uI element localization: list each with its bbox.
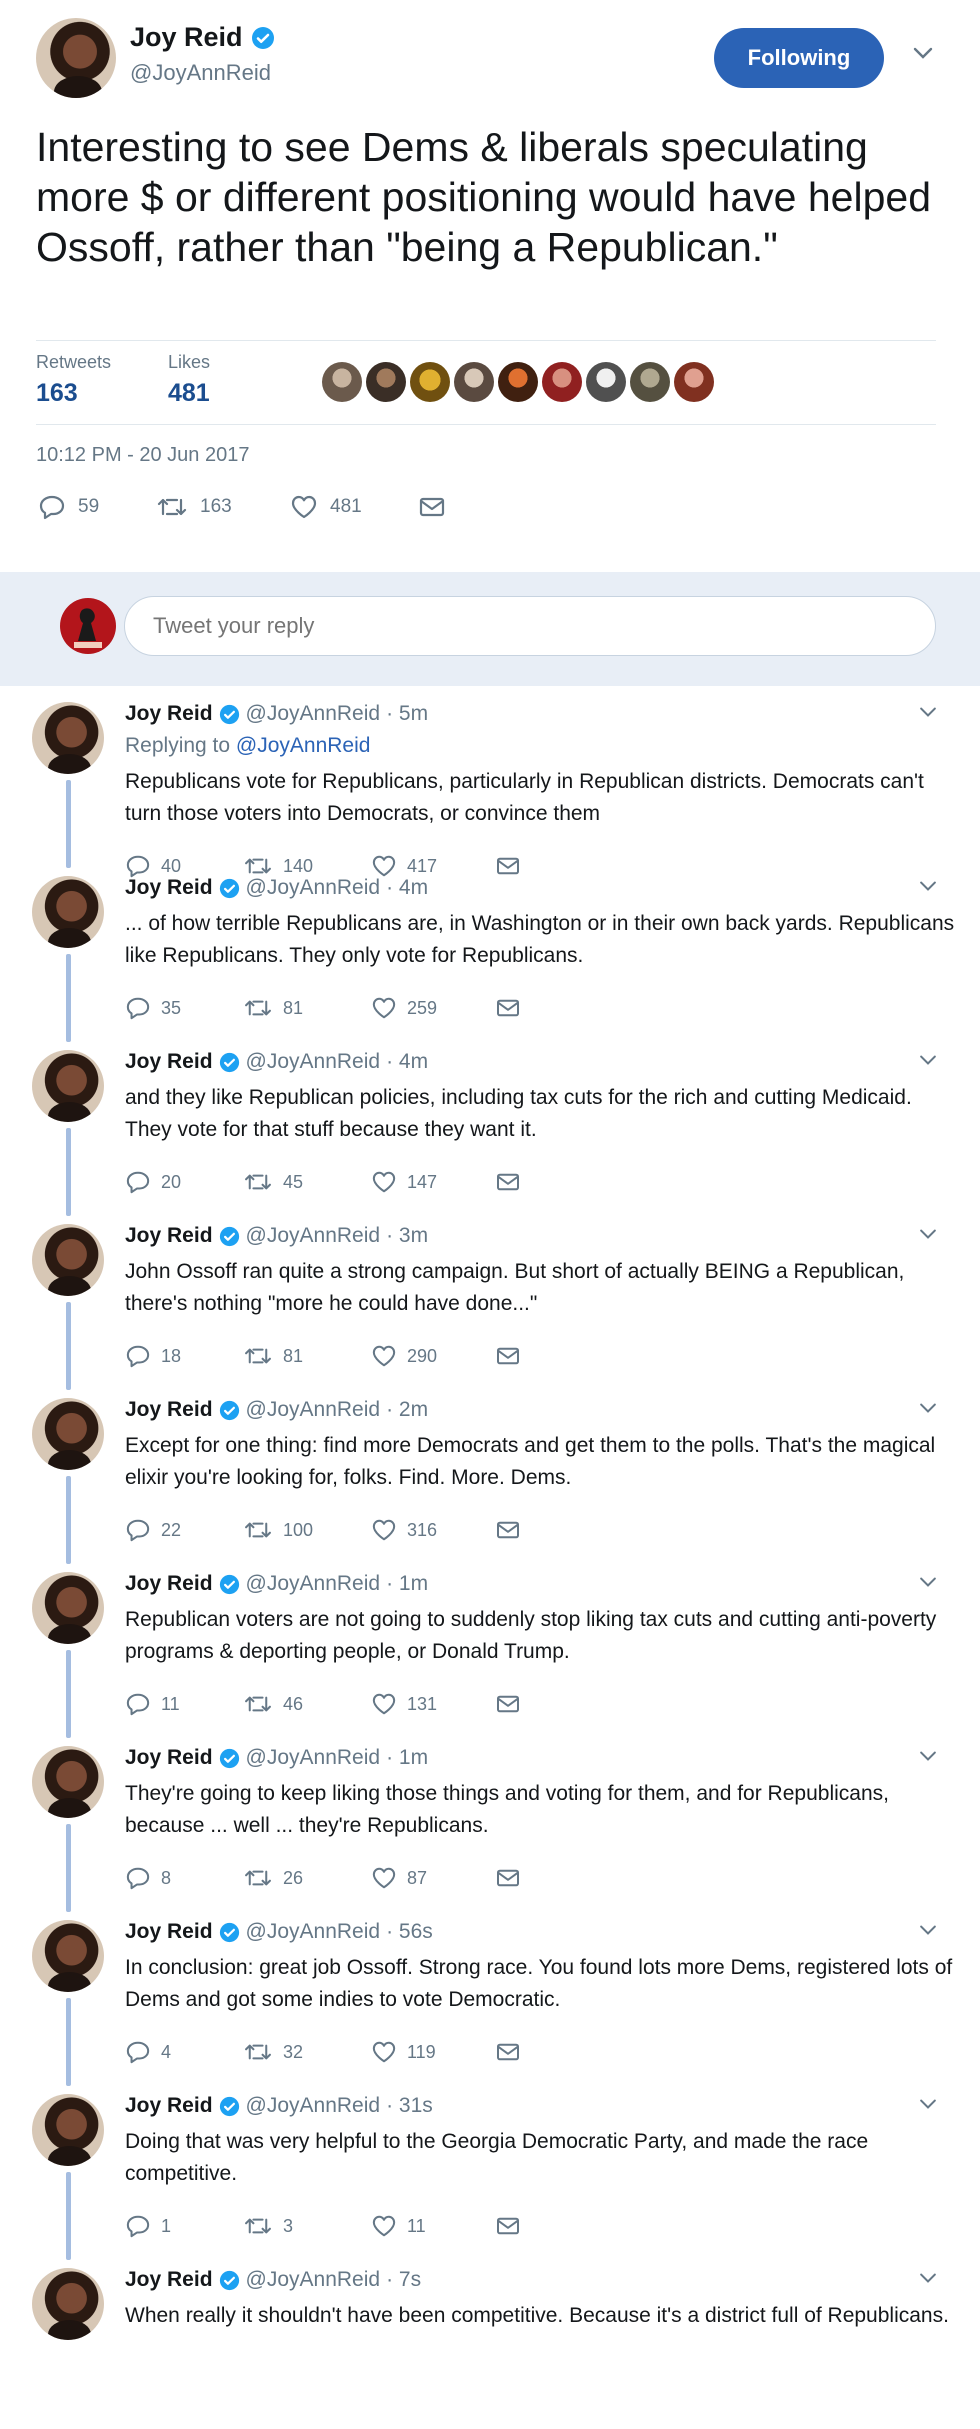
- tweet-time[interactable]: · 2m: [386, 1398, 429, 1421]
- author-avatar[interactable]: [36, 18, 116, 98]
- retweet-count: 46: [283, 1693, 304, 1714]
- tweet-text: John Ossoff ran quite a strong campaign. But short of actually BEING a Republican, there's nothing "more he could have done...": [125, 1260, 905, 1315]
- verified-icon: [219, 2270, 240, 2291]
- reply-count: 4: [161, 2041, 172, 2062]
- author-avatar[interactable]: [32, 2268, 104, 2340]
- reply-button[interactable]: [125, 1170, 243, 1194]
- tweet-header: [125, 876, 428, 900]
- like-icon: [371, 2214, 397, 2238]
- chevron-down-icon[interactable]: [918, 2272, 938, 2284]
- tweet-text: Except for one thing: find more Democrats and get them to the polls. That's the magical elixir you're looking for, folks. Find. More. Dems.: [125, 1434, 936, 1489]
- chevron-down-icon[interactable]: [918, 1228, 938, 1240]
- author-name[interactable]: Joy Reid: [125, 702, 213, 725]
- author-avatar[interactable]: [32, 702, 104, 774]
- divider: [36, 424, 936, 425]
- tweet-time[interactable]: · 1m: [386, 1746, 429, 1769]
- direct-message-button[interactable]: [495, 1694, 521, 1714]
- like-button[interactable]: [371, 1170, 495, 1194]
- reply-icon: [125, 1170, 151, 1194]
- likes-label: Likes: [168, 352, 211, 372]
- like-button[interactable]: [371, 1692, 495, 1716]
- tweet-time[interactable]: · 7s: [386, 2268, 422, 2291]
- tweet-text: When really it shouldn't have been competitive. Because it's a district full of Republicans.: [125, 2304, 949, 2327]
- tweet-actions: [125, 1344, 521, 1368]
- message-icon: [418, 496, 446, 518]
- author-name[interactable]: Joy Reid: [125, 1224, 213, 1247]
- reply-input[interactable]: [124, 596, 936, 656]
- tweet-actions: [125, 2040, 521, 2064]
- liker-avatar[interactable]: [322, 362, 362, 402]
- reply-icon: [125, 1518, 151, 1542]
- tweet-header: [125, 1050, 428, 1074]
- tweet-header: [125, 1398, 428, 1422]
- author-name[interactable]: Joy Reid: [125, 1398, 213, 1421]
- reply-button[interactable]: [125, 996, 243, 1020]
- retweet-count: 100: [283, 1519, 314, 1540]
- reply-button[interactable]: [125, 1344, 243, 1368]
- retweet-button[interactable]: [156, 495, 290, 519]
- like-count: 119: [407, 2041, 436, 2062]
- thread-tweet[interactable]: [0, 686, 980, 876]
- thread-tweet[interactable]: [0, 2078, 980, 2252]
- liker-avatar[interactable]: [674, 362, 714, 402]
- tweet-time[interactable]: · 4m: [386, 1050, 429, 1073]
- thread-connector: [66, 1998, 71, 2086]
- tweet-text: In conclusion: great job Ossoff. Strong race. You found lots more Dems, registered lots of Dems and got some indies to vote Democratic.: [125, 1956, 953, 2011]
- tweet-actions: [125, 1518, 521, 1542]
- author-handle[interactable]: @JoyAnnReid: [245, 1572, 381, 1595]
- chevron-down-icon[interactable]: [918, 1924, 938, 1936]
- retweets-label: Retweets: [36, 352, 112, 372]
- chevron-down-icon[interactable]: [918, 1750, 938, 1762]
- chevron-down-icon[interactable]: [918, 706, 938, 718]
- thread-connector: [66, 2172, 71, 2260]
- message-icon: [495, 2042, 521, 2062]
- author-avatar[interactable]: [32, 1398, 104, 1470]
- chevron-down-icon[interactable]: [918, 880, 938, 892]
- like-button[interactable]: [371, 2040, 495, 2064]
- retweet-count: 81: [283, 997, 304, 1018]
- divider: [36, 340, 936, 341]
- message-icon: [495, 2216, 521, 2236]
- tweet-header: [125, 702, 428, 726]
- liker-avatar[interactable]: [366, 362, 406, 402]
- like-button[interactable]: [290, 494, 418, 520]
- thread-connector: [66, 780, 71, 868]
- chevron-down-icon[interactable]: [912, 46, 934, 60]
- main-tweet: [0, 0, 980, 572]
- reply-icon: [125, 1344, 151, 1368]
- chevron-down-icon[interactable]: [918, 2098, 938, 2110]
- liker-avatar[interactable]: [454, 362, 494, 402]
- reply-icon: [125, 1692, 151, 1716]
- author-name[interactable]: Joy Reid: [125, 1746, 213, 1769]
- tweet-actions: [125, 996, 521, 1020]
- author-handle[interactable]: @JoyAnnReid: [245, 1050, 381, 1073]
- direct-message-button[interactable]: [495, 2042, 521, 2062]
- retweet-count: 81: [283, 1345, 304, 1366]
- reply-button[interactable]: [125, 1692, 243, 1716]
- reply-button[interactable]: [125, 2040, 243, 2064]
- like-icon: [371, 996, 397, 1020]
- author-handle[interactable]: @JoyAnnReid: [245, 2268, 381, 2291]
- author-handle[interactable]: @JoyAnnReid: [245, 1920, 381, 1943]
- reply-button[interactable]: [125, 2214, 243, 2238]
- tweet-actions: [125, 1692, 521, 1716]
- retweet-count: 45: [283, 1171, 304, 1192]
- liker-avatar[interactable]: [630, 362, 670, 402]
- direct-message-button[interactable]: [495, 1172, 521, 1192]
- author-name[interactable]: Joy Reid: [130, 22, 243, 52]
- retweet-count: 26: [283, 1867, 304, 1888]
- direct-message-button[interactable]: [495, 998, 521, 1018]
- liker-avatars: [322, 362, 714, 402]
- thread-connector: [66, 1824, 71, 1912]
- like-count: 147: [407, 1171, 438, 1192]
- chevron-down-icon[interactable]: [918, 1576, 938, 1588]
- tweet-header: [125, 1920, 433, 1944]
- verified-icon: [219, 1052, 240, 1073]
- reply-count: 22: [161, 1519, 182, 1540]
- like-count: 316: [407, 1519, 438, 1540]
- reply-count: 18: [161, 1345, 182, 1366]
- author-avatar[interactable]: [32, 876, 104, 948]
- tweet-header: [125, 2094, 433, 2118]
- retweet-button[interactable]: [243, 1867, 371, 1889]
- tweet-actions: [125, 1170, 521, 1194]
- verified-icon: [219, 704, 240, 725]
- reply-count: 35: [161, 997, 182, 1018]
- author-handle[interactable]: @JoyAnnReid: [245, 2094, 381, 2117]
- author-handle[interactable]: @JoyAnnReid: [245, 876, 381, 899]
- retweet-button[interactable]: [243, 1519, 371, 1541]
- tweet-header: [125, 1746, 428, 1770]
- tweet-text: Interesting to see Dems & liberals speculating more $ or different positioning would have helped Ossoff, rather than "being a Republican.": [36, 124, 931, 270]
- verified-icon: [251, 26, 275, 50]
- author-name[interactable]: Joy Reid: [125, 2094, 213, 2117]
- replying-to-handle[interactable]: @JoyAnnReid: [235, 734, 371, 757]
- direct-message-button[interactable]: [495, 1868, 521, 1888]
- reply-count: 1: [161, 2215, 172, 2236]
- like-icon: [371, 1866, 397, 1890]
- verified-icon: [219, 1922, 240, 1943]
- retweet-icon: [243, 1519, 273, 1541]
- author-handle[interactable]: @JoyAnnReid: [245, 702, 381, 725]
- direct-message-button[interactable]: [495, 1520, 521, 1540]
- reply-count: 20: [161, 1171, 182, 1192]
- retweet-button[interactable]: [243, 2041, 371, 2063]
- like-icon: [371, 1518, 397, 1542]
- replying-to: [125, 734, 370, 758]
- author-avatar[interactable]: [32, 1050, 104, 1122]
- retweet-button[interactable]: [243, 1171, 371, 1193]
- author-name[interactable]: Joy Reid: [125, 876, 213, 899]
- direct-message-button[interactable]: [495, 1346, 521, 1366]
- thread-connector: [66, 954, 71, 1042]
- tweet-time[interactable]: · 4m: [386, 876, 429, 899]
- likes-stat[interactable]: [168, 352, 210, 408]
- author-handle[interactable]: @JoyAnnReid: [130, 60, 271, 85]
- author-avatar[interactable]: [32, 1920, 104, 1992]
- thread-tweet[interactable]: [0, 1208, 980, 1382]
- retweet-icon: [243, 2215, 273, 2237]
- liker-avatar[interactable]: [586, 362, 626, 402]
- tweet-actions: [38, 494, 446, 520]
- thread-tweet[interactable]: [0, 860, 980, 1034]
- tweet-header: [125, 1572, 428, 1596]
- author-avatar[interactable]: [32, 1572, 104, 1644]
- thread-tweet[interactable]: [0, 2252, 980, 2426]
- reply-icon: [125, 2040, 151, 2064]
- author-name[interactable]: Joy Reid: [125, 1572, 213, 1595]
- author-handle[interactable]: @JoyAnnReid: [245, 1398, 381, 1421]
- message-icon: [495, 1346, 521, 1366]
- reply-count: 8: [161, 1867, 172, 1888]
- tweet-text: ... of how terrible Republicans are, in Washington or in their own back yards. Republicans like Republicans. They only vote for Republicans.: [125, 912, 955, 967]
- retweet-count: 32: [283, 2041, 304, 2062]
- retweets-count: 163: [36, 379, 78, 407]
- thread-connector: [66, 1128, 71, 1216]
- like-count: 11: [407, 2215, 426, 2236]
- message-icon: [495, 998, 521, 1018]
- message-icon: [495, 1172, 521, 1192]
- liker-avatar[interactable]: [498, 362, 538, 402]
- like-count: 290: [407, 1345, 438, 1366]
- following-button[interactable]: Following: [714, 28, 884, 88]
- author-name[interactable]: Joy Reid: [125, 1920, 213, 1943]
- tweet-time[interactable]: · 1m: [386, 1572, 429, 1595]
- retweet-count: 3: [283, 2215, 294, 2236]
- like-button[interactable]: [371, 1866, 495, 1890]
- tweet-text: They're going to keep liking those things and voting for them, and for Republicans, because ... well ... they're Republicans.: [125, 1782, 889, 1837]
- message-icon: [495, 1520, 521, 1540]
- author-avatar[interactable]: [32, 2094, 104, 2166]
- liker-avatar[interactable]: [410, 362, 450, 402]
- reply-button[interactable]: [125, 1518, 243, 1542]
- like-count: 131: [407, 1693, 438, 1714]
- likes-count: 481: [168, 379, 210, 407]
- thread-tweet[interactable]: [0, 1034, 980, 1208]
- retweet-button[interactable]: [243, 1345, 371, 1367]
- retweet-icon: [156, 495, 188, 519]
- thread-tweet[interactable]: [0, 1904, 980, 2078]
- direct-message-button[interactable]: [418, 496, 446, 518]
- like-button[interactable]: [371, 1344, 495, 1368]
- reply-icon: [125, 2214, 151, 2238]
- replying-prefix: Replying to: [125, 734, 231, 757]
- reply-composer: [0, 572, 980, 686]
- retweet-button[interactable]: [243, 997, 371, 1019]
- tweet-actions: [125, 1866, 521, 1890]
- author-name[interactable]: Joy Reid: [125, 1050, 213, 1073]
- verified-icon: [219, 1574, 240, 1595]
- tweet-time[interactable]: · 3m: [386, 1224, 429, 1247]
- like-count: 417: [407, 855, 438, 876]
- like-button[interactable]: [371, 2214, 495, 2238]
- like-icon: [371, 2040, 397, 2064]
- liker-avatar[interactable]: [542, 362, 582, 402]
- tweet-time[interactable]: · 31s: [386, 2094, 433, 2117]
- retweet-button[interactable]: [243, 2215, 371, 2237]
- verified-icon: [219, 1226, 240, 1247]
- thread-tweet[interactable]: [0, 1556, 980, 1730]
- tweet-time[interactable]: · 56s: [386, 1920, 433, 1943]
- thread-tweet[interactable]: [0, 1382, 980, 1556]
- tweet-text: Republican voters are not going to suddenly stop liking tax cuts and cutting anti-poverty programs & deporting people, or Donald Trump.: [125, 1608, 937, 1663]
- reply-count: 59: [78, 496, 100, 517]
- retweet-icon: [243, 1345, 273, 1367]
- like-icon: [290, 494, 318, 520]
- user-avatar[interactable]: [60, 598, 116, 654]
- tweet-time[interactable]: · 5m: [386, 702, 429, 725]
- thread-connector: [66, 1650, 71, 1738]
- like-button[interactable]: [371, 1518, 495, 1542]
- reply-count: 40: [161, 855, 182, 876]
- verified-icon: [219, 1400, 240, 1421]
- thread-tweet[interactable]: [0, 1730, 980, 1904]
- chevron-down-icon[interactable]: [918, 1054, 938, 1066]
- retweet-icon: [243, 1693, 273, 1715]
- reply-icon: [125, 996, 151, 1020]
- retweet-icon: [243, 1867, 273, 1889]
- author-name[interactable]: Joy Reid: [125, 2268, 213, 2291]
- retweet-icon: [243, 997, 273, 1019]
- retweets-stat[interactable]: [36, 352, 111, 408]
- retweet-count: 140: [283, 855, 314, 876]
- like-icon: [371, 1344, 397, 1368]
- tweet-text: Republicans vote for Republicans, particularly in Republican districts. Democrats can't turn those voters into Democrats, or convince them: [125, 770, 924, 825]
- reply-button[interactable]: [38, 494, 156, 520]
- direct-message-button[interactable]: [495, 2216, 521, 2236]
- like-count: 481: [330, 496, 362, 517]
- author-avatar[interactable]: [32, 1224, 104, 1296]
- tweet-text: and they like Republican policies, including tax cuts for the rich and cutting Medicaid. They vote for that stuff because they want it.: [125, 1086, 912, 1141]
- tweet-header: [125, 1224, 428, 1248]
- verified-icon: [219, 1748, 240, 1769]
- message-icon: [495, 1868, 521, 1888]
- like-count: 259: [407, 997, 438, 1018]
- tweet-actions: [125, 2214, 521, 2238]
- reply-icon: [125, 1866, 151, 1890]
- verified-icon: [219, 2096, 240, 2117]
- thread-connector: [66, 1476, 71, 1564]
- verified-icon: [219, 878, 240, 899]
- like-count: 87: [407, 1867, 428, 1888]
- message-icon: [495, 1694, 521, 1714]
- retweet-button[interactable]: [243, 1693, 371, 1715]
- like-icon: [371, 1170, 397, 1194]
- retweet-icon: [243, 2041, 273, 2063]
- retweet-count: 163: [200, 496, 232, 517]
- author-avatar[interactable]: [32, 1746, 104, 1818]
- author-handle[interactable]: @JoyAnnReid: [245, 1224, 381, 1247]
- author-handle[interactable]: @JoyAnnReid: [245, 1746, 381, 1769]
- author-name-row[interactable]: [130, 22, 275, 53]
- tweet-header: [125, 2268, 421, 2292]
- reply-count: 11: [161, 1693, 180, 1714]
- reply-icon: [38, 494, 66, 520]
- reply-button[interactable]: [125, 1866, 243, 1890]
- tweet-timestamp[interactable]: 10:12 PM - 20 Jun 2017: [36, 444, 250, 466]
- tweet-text: Doing that was very helpful to the Georgia Democratic Party, and made the race competitive.: [125, 2130, 869, 2185]
- thread-connector: [66, 1302, 71, 1390]
- retweet-icon: [243, 1171, 273, 1193]
- like-icon: [371, 1692, 397, 1716]
- like-button[interactable]: [371, 996, 495, 1020]
- chevron-down-icon[interactable]: [918, 1402, 938, 1414]
